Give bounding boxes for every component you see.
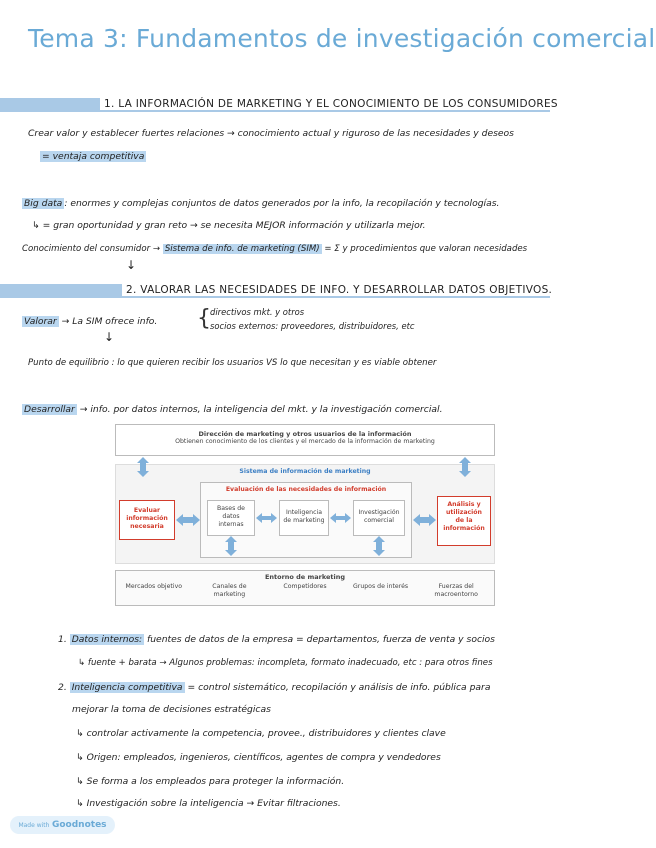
diagram-inner-box-1: Bases de datos internas — [207, 500, 255, 536]
diagram-inner-box-3: Investigación comercial — [353, 500, 405, 536]
diagram-left-box: Evaluar información necesaria — [119, 500, 175, 540]
diagram-sim-title: Sistema de información de marketing — [239, 468, 371, 475]
list-item-1-num: 1. — [58, 634, 67, 645]
list-item-1-sub: ↳ fuente + barata → Algunos problemas: incompleta, formato inadecuado, etc : para otros fines — [78, 658, 493, 668]
diagram-right-box: Análisis y utilización de la información — [437, 496, 491, 546]
down-arrow-1: ↓ — [126, 258, 137, 272]
list-item-2-cont: mejorar la toma de decisiones estratégicas — [72, 704, 271, 715]
diagram-top-box — [115, 424, 495, 456]
desarrollar-line — [22, 404, 443, 415]
valorar-option-a: directivos mkt. y otros — [210, 307, 305, 317]
diagram-env-box — [115, 570, 495, 606]
valorar-term: Valorar — [24, 316, 57, 327]
list-item-2-term: Inteligencia competitiva — [71, 682, 183, 693]
valorar-option-b: socios externos: proveedores, distribuidores, etc — [210, 321, 415, 331]
desarrollar-term: Desarrollar — [24, 404, 75, 415]
desarrollar-text: → info. por datos internos, la inteligencia del mkt. y la investigación comercial. — [79, 404, 443, 415]
sim-term: Sistema de info. de marketing (SIM) — [164, 244, 320, 254]
list-item-2-bullet-1: ↳ controlar activamente la competencia, provee., distribuidores y clientes clave — [76, 728, 446, 739]
list-item-2-bullet-2: ↳ Origen: empleados, ingenieros, científicos, agentes de compra y vendedores — [76, 752, 441, 763]
made-with-label: Made with — [18, 822, 50, 829]
bigdata-line — [22, 198, 499, 209]
equilibrio-line: Punto de equilibrio : lo que quieren recibir los usuarios VS lo que necesitan y es viable obtener — [28, 358, 437, 368]
env-item: Mercados objetivo — [125, 583, 183, 590]
valorar-line — [22, 316, 157, 327]
section-1-line-2 — [40, 151, 146, 162]
diagram-inner-box-2: Inteligencia de marketing — [279, 500, 329, 536]
section-1-heading: 1. LA INFORMACIÓN DE MARKETING Y EL CONOCIMIENTO DE LOS CONSUMIDORES — [100, 98, 562, 110]
goodnotes-badge — [10, 816, 115, 834]
env-item: Canales de marketing — [212, 583, 247, 598]
diagram-env-title: Entorno de marketing — [264, 573, 346, 581]
list-item-2-bullet-4: ↳ Investigación sobre la inteligencia → Evitar filtraciones. — [76, 798, 341, 809]
sim-post: = Σ y procedimientos que valoran necesidades — [324, 244, 528, 254]
env-item: Grupos de interés — [352, 583, 409, 590]
marketing-info-diagram — [115, 424, 495, 606]
list-item-2 — [58, 682, 490, 693]
sim-pre: Conocimiento del consumidor → — [22, 244, 161, 254]
list-item-2-text: = control sistemático, recopilación y análisis de info. pública para — [187, 682, 491, 693]
env-item: Competidores — [283, 583, 327, 590]
list-item-1-term: Datos internos: — [71, 634, 143, 645]
valorar-text: → La SIM ofrece info. — [61, 316, 158, 327]
page-title: Tema 3: Fundamentos de investigación comercial — [28, 24, 656, 53]
section-2-heading: 2. VALORAR LAS NECESIDADES DE INFO. Y DESARROLLAR DATOS OBJETIVOS. — [122, 284, 556, 296]
ventaja-highlight: = ventaja competitiva — [42, 151, 145, 162]
goodnotes-brand: Goodnotes — [51, 820, 107, 830]
bigdata-sub: ↳ = gran oportunidad y gran reto → se necesita MEJOR información y utilizarla mejor. — [32, 220, 426, 231]
list-item-1-text: fuentes de datos de la empresa = departamentos, fuerza de venta y socios — [147, 634, 495, 645]
list-item-2-num: 2. — [58, 682, 67, 693]
diagram-top-subtitle: Obtienen conocimiento de los clientes y el mercado de la información de marketing — [175, 438, 435, 445]
diagram-eval-title: Evaluación de las necesidades de información — [225, 486, 387, 493]
diagram-top-title: Dirección de marketing y otros usuarios de la información — [198, 430, 412, 438]
down-arrow-2: ↓ — [104, 330, 115, 344]
env-item: Fuerzas del macroentorno — [434, 583, 478, 598]
list-item-1 — [58, 634, 495, 645]
bigdata-text: : enormes y complejas conjuntos de datos generados por la info, la recopilación y tecnologías. — [64, 198, 500, 209]
bigdata-term: Big data — [24, 198, 63, 209]
section-1-line-1: Crear valor y establecer fuertes relaciones → conocimiento actual y riguroso de las necesidades y deseos — [28, 128, 514, 139]
sim-line — [22, 244, 527, 254]
valorar-brace: { — [197, 306, 211, 331]
list-item-2-bullet-3: ↳ Se forma a los empleados para proteger la información. — [76, 776, 345, 787]
